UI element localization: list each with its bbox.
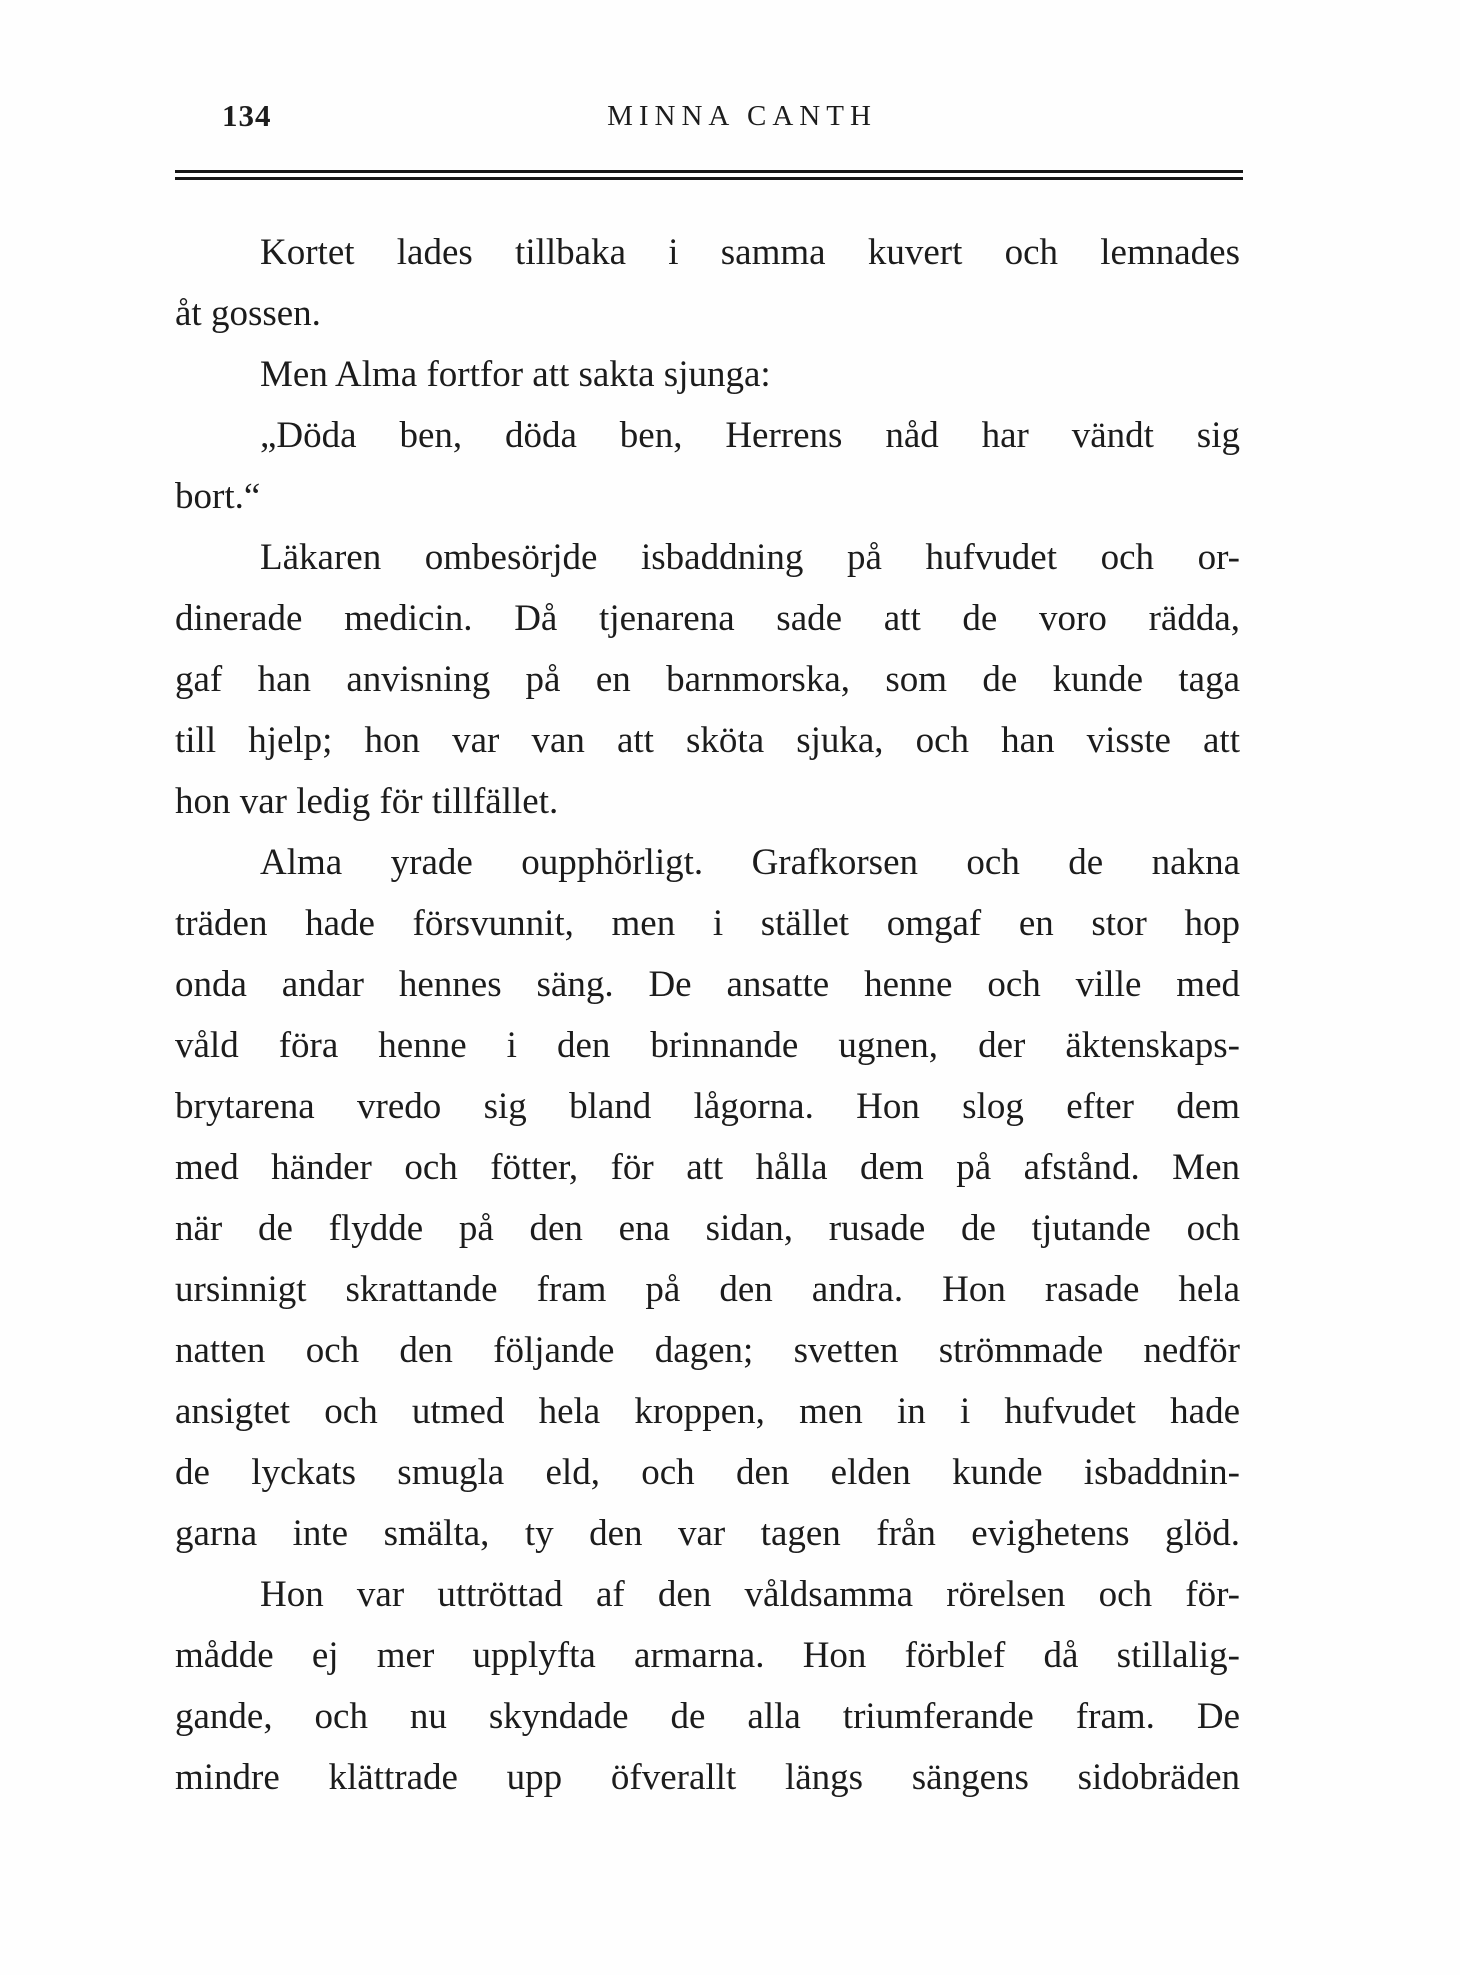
text-line: de lyckats smugla eld, och den elden kunde isbaddnin- (175, 1452, 1240, 1493)
text-line: åt gossen. (175, 293, 321, 334)
text-line: dinerade medicin. Då tjenarena sade att de voro rädda, (175, 598, 1240, 639)
page-number: 134 (222, 98, 272, 133)
text-line: träden hade försvunnit, men i stället omgaf en stor hop (175, 903, 1240, 944)
text-line: hon var ledig för tillfället. (175, 781, 559, 822)
text-line: natten och den följande dagen; svetten strömmade nedför (175, 1330, 1240, 1371)
text-line: „Döda ben, döda ben, Herrens nåd har vändt sig (260, 415, 1240, 456)
text-line: brytarena vredo sig bland lågorna. Hon slog efter dem (175, 1086, 1240, 1127)
text-line: Men Alma fortfor att sakta sjunga: (260, 354, 771, 395)
text-line: Hon var uttröttad af den våldsamma rörelsen och för- (260, 1574, 1240, 1615)
text-body (175, 222, 1240, 1808)
text-line: ursinnigt skrattande fram på den andra. Hon rasade hela (175, 1269, 1240, 1310)
running-title: MINNA CANTH (607, 100, 877, 132)
text-line: våld föra henne i den brinnande ugnen, der äktenskaps- (175, 1025, 1240, 1066)
text-line: Kortet lades tillbaka i samma kuvert och lemnades (260, 232, 1240, 273)
text-line: ansigtet och utmed hela kroppen, men in i hufvudet hade (175, 1391, 1240, 1432)
text-line: när de flydde på den ena sidan, rusade de tjutande och (175, 1208, 1240, 1249)
header-rule (175, 170, 1243, 180)
text-line: onda andar hennes säng. De ansatte henne och ville med (175, 964, 1240, 1005)
text-line: bort.“ (175, 476, 261, 517)
text-line: Läkaren ombesörjde isbaddning på hufvudet och or- (260, 537, 1240, 578)
text-line: mådde ej mer upplyfta armarna. Hon förblef då stillalig- (175, 1635, 1240, 1676)
text-line: mindre klättrade upp öfverallt längs sängens sidobräden (175, 1757, 1240, 1798)
text-line: gaf han anvisning på en barnmorska, som de kunde taga (175, 659, 1240, 700)
text-line: med händer och fötter, för att hålla dem på afstånd. Men (175, 1147, 1240, 1188)
text-line: Alma yrade oupphörligt. Grafkorsen och de nakna (260, 842, 1240, 883)
text-line: till hjelp; hon var van att sköta sjuka, och han visste att (175, 720, 1240, 761)
text-line: gande, och nu skyndade de alla triumferande fram. De (175, 1696, 1240, 1737)
text-line: garna inte smälta, ty den var tagen från evighetens glöd. (175, 1513, 1240, 1554)
